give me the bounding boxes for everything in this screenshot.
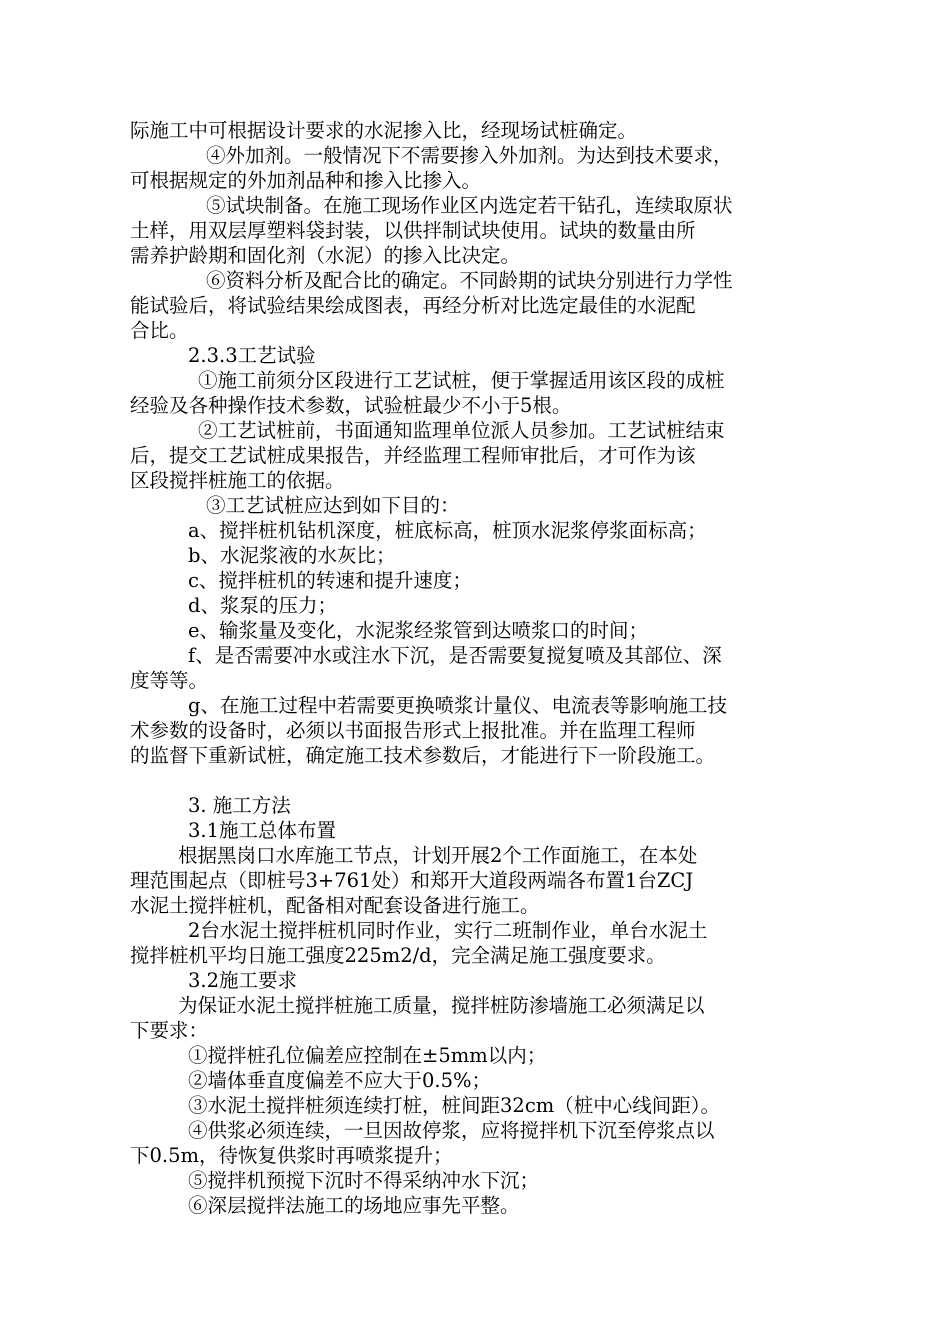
text-line: 为保证水泥土搅拌桩施工质量，搅拌桩防渗墙施工必须满足以: [178, 994, 705, 1017]
text-line: 下0.5m，待恢复供浆时再喷浆提升；: [130, 1144, 453, 1167]
text-line: 3.1施工总体布置: [188, 819, 337, 842]
paragraph-gap: [130, 768, 810, 793]
text-line: 能试验后，将试验结果绘成图表，再经分析对比选定最佳的水泥配: [130, 294, 696, 317]
text-line: 土样，用双层厚塑料袋封装，以供拌制试块使用。试块的数量由所: [130, 219, 696, 242]
text-line: 水泥土搅拌桩机，配备相对配套设备进行施工。: [130, 894, 540, 917]
text-line: ⑥资料分析及配合比的确定。不同龄期的试块分别进行力学性: [206, 269, 733, 292]
text-line: ②工艺试桩前，书面通知监理单位派人员参加。工艺试桩结束: [198, 419, 725, 442]
text-line: c、搅拌桩机的转速和提升速度；: [188, 569, 472, 592]
text-line: d、浆泵的压力；: [188, 594, 337, 617]
text-line: 际施工中可根据设计要求的水泥掺入比，经现场试桩确定。: [130, 119, 638, 142]
text-line: ①施工前须分区段进行工艺试桩，便于掌握适用该区段的成桩: [198, 369, 725, 392]
text-line: ④外加剂。一般情况下不需要掺入外加剂。为达到技术要求，: [206, 144, 733, 167]
text-line: ②墙体垂直度偏差不应大于0.5%；: [188, 1069, 492, 1092]
text-line: e、输浆量及变化，水泥浆经浆管到达喷浆口的时间；: [188, 619, 649, 642]
text-line: 下要求：: [130, 1019, 209, 1042]
text-line: 2台水泥土搅拌桩机同时作业，实行二班制作业，单台水泥土: [188, 919, 708, 942]
text-line: 合比。: [130, 319, 189, 342]
text-line: 需养护龄期和固化剂（水泥）的掺入比决定。: [130, 244, 521, 267]
text-line: b、水泥浆液的水灰比；: [188, 544, 396, 567]
text-line: 度等等。: [130, 669, 209, 692]
document-body: [130, 118, 810, 1218]
text-line: g、在施工过程中若需要更换喷浆计量仪、电流表等影响施工技: [188, 694, 727, 717]
text-line: ③工艺试桩应达到如下目的：: [206, 494, 460, 517]
text-line: 可根据规定的外加剂品种和掺入比掺入。: [130, 169, 482, 192]
text-line: 2.3.3工艺试验: [188, 344, 316, 367]
text-line: 经验及各种操作技术参数，试验桩最少不小于5根。: [130, 394, 572, 417]
text-line: 理范围起点（即桩号3+761处）和郑开大道段两端各布置1台ZCJ: [130, 869, 694, 892]
text-line: ⑤试块制备。在施工现场作业区内选定若干钻孔，连续取原状: [206, 194, 733, 217]
text-line: ③水泥土搅拌桩须连续打桩，桩间距32cm（桩中心线间距）。: [188, 1094, 720, 1117]
text-line: ④供浆必须连续，一旦因故停浆，应将搅拌机下沉至停浆点以: [188, 1119, 715, 1142]
text-line: 的监督下重新试桩，确定施工技术参数后，才能进行下一阶段施工。: [130, 744, 716, 767]
text-line: a、搅拌桩机钻机深度，桩底标高，桩顶水泥浆停浆面标高；: [188, 519, 707, 542]
document-page: [130, 118, 810, 1218]
text-line: 搅拌桩机平均日施工强度225m2/d，完全满足施工强度要求。: [130, 944, 666, 967]
text-line: ⑥深层搅拌法施工的场地应事先平整。: [188, 1194, 520, 1217]
text-line: 术参数的设备时，必须以书面报告形式上报批准。并在监理工程师: [130, 719, 696, 742]
text-line: 区段搅拌桩施工的依据。: [130, 469, 345, 492]
text-line: 3.2施工要求: [188, 969, 298, 992]
text-line: 3. 施工方法: [188, 794, 291, 817]
text-line: ⑤搅拌机预搅下沉时不得采纳冲水下沉；: [188, 1169, 540, 1192]
text-line: f、是否需要冲水或注水下沉，是否需要复搅复喷及其部位、深: [188, 644, 722, 667]
text-line: 根据黑岗口水库施工节点，计划开展2个工作面施工，在本处: [178, 844, 698, 867]
text-line: 后，提交工艺试桩成果报告，并经监理工程师审批后，才可作为该: [130, 444, 696, 467]
text-line: ①搅拌桩孔位偏差应控制在±5mm以内；: [188, 1044, 547, 1067]
